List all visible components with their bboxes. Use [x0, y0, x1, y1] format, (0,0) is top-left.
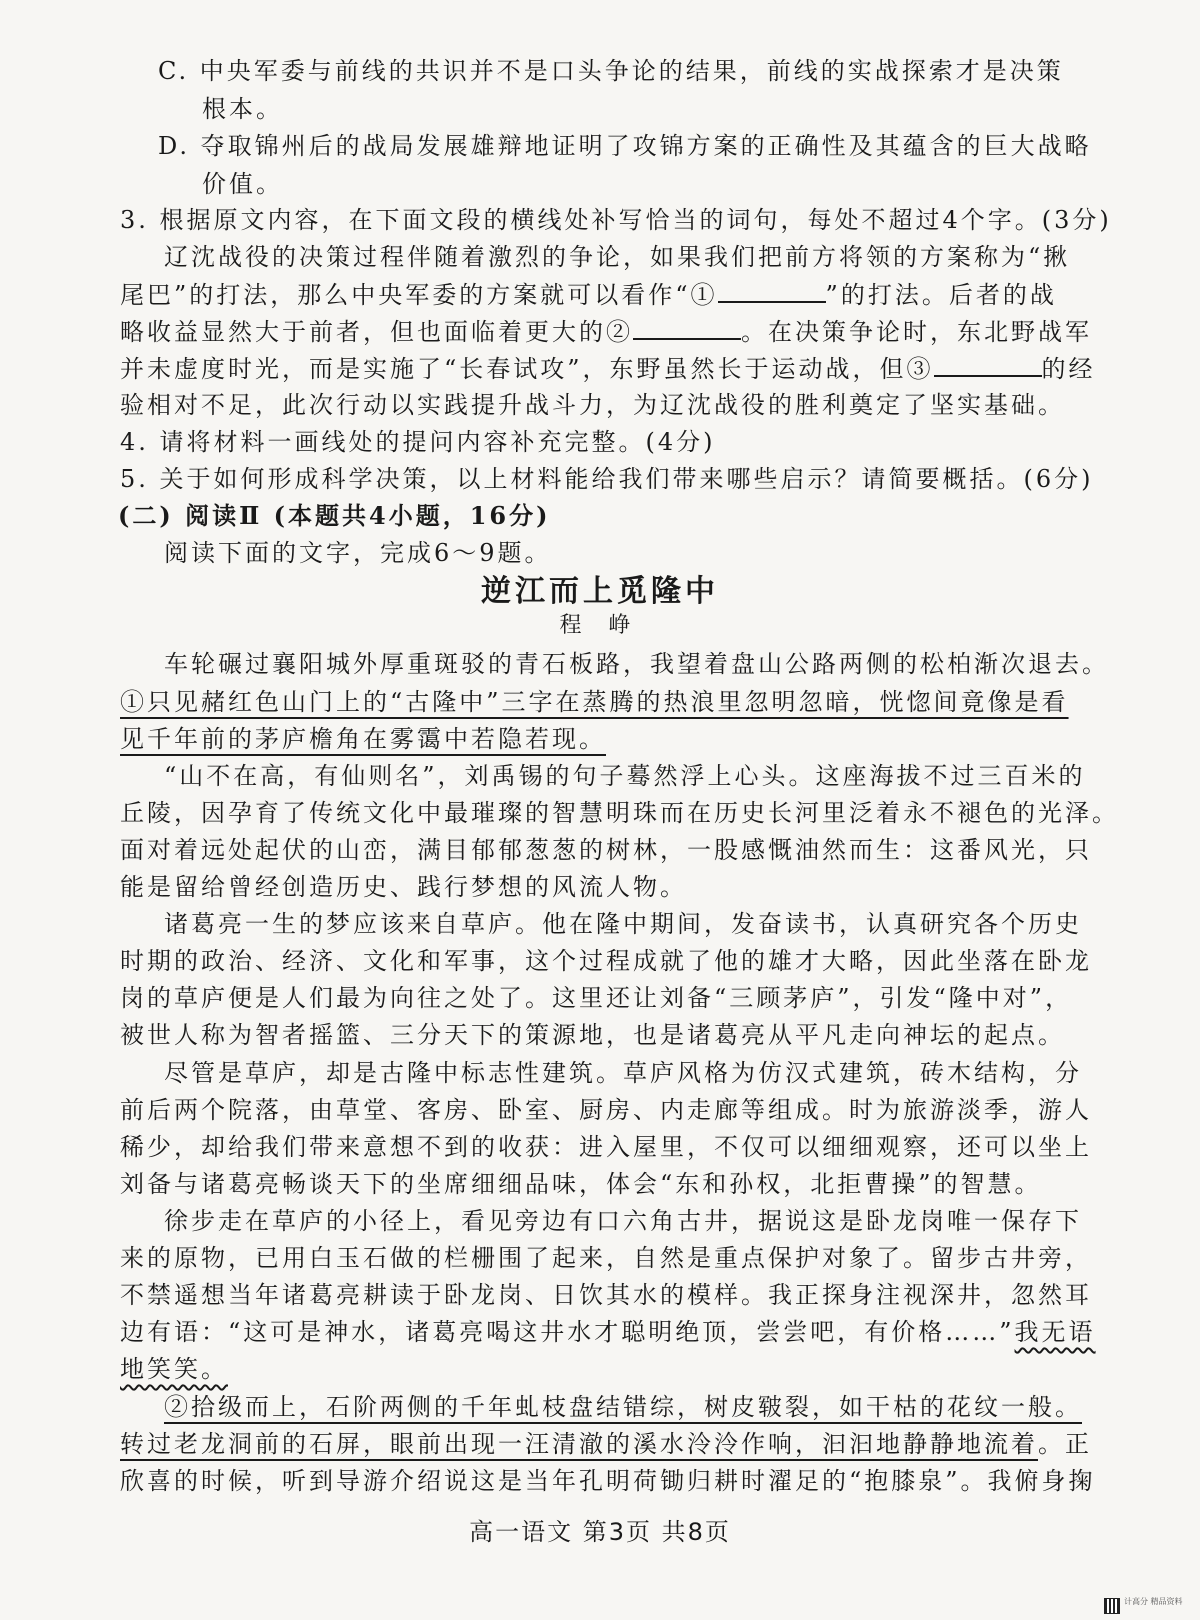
- question-3-passage-line-1: 辽沈战役的决策过程伴随着激烈的争论，如果我们把前方将领的方案称为“揪: [164, 243, 1071, 271]
- question-4: 4. 请将材料一画线处的提问内容补充完整。(4分): [120, 428, 716, 456]
- page-footer: 高一语文 第3页 共8页: [469, 1518, 731, 1546]
- article-para-3-line-4: 被世人称为智者摇篮、三分天下的策源地，也是诸葛亮从平凡走向神坛的起点。: [120, 1021, 1065, 1049]
- article-para-1-underlined-line-2: ①只见赭红色山门上的“古隆中”三字在蒸腾的热浪里忽明忽暗，恍惚间竟像是看: [120, 688, 1069, 716]
- question-3-passage-line-4: [120, 349, 1096, 388]
- qr-code-icon: [1104, 1598, 1120, 1614]
- article-para-2-line-3: 面对着远处起伏的山峦，满目郁郁葱葱的树林，一股感慨油然而生：这番风光，只: [120, 836, 1092, 864]
- q3-text: 的经: [1041, 355, 1096, 383]
- answer-blank-1[interactable]: [718, 275, 826, 303]
- article-para-2-line-2: 丘陵，因孕育了传统文化中最璀璨的智慧明珠而在历史长河里泛着永不褪色的光泽。: [120, 799, 1119, 827]
- article-para-1-line-1: 车轮碾过襄阳城外厚重斑驳的青石板路，我望着盘山公路两侧的松柏渐次退去。: [164, 650, 1109, 678]
- article-para-4-line-1: 尽管是草庐，却是古隆中标志性建筑。草庐风格为仿汉式建筑，砖木结构，分: [164, 1059, 1082, 1087]
- article-para-2-line-4: 能是留给曾经创造历史、践行梦想的风流人物。: [120, 873, 687, 901]
- article-para-5-line-1: 徐步走在草庐的小径上，看见旁边有口六角古井，据说这是卧龙岗唯一保存下: [164, 1207, 1082, 1235]
- q3-text: 并未虚度时光，而是实施了“长春试攻”，东野虽然长于运动战，但③: [120, 355, 934, 383]
- option-c-line-1: C. 中央军委与前线的共识并不是口头争论的结果，前线的实战探索才是决策: [158, 57, 1064, 85]
- section-2-instruction: 阅读下面的文字，完成6～9题。: [164, 539, 552, 567]
- wavy-underlined-phrase: 我无语: [1014, 1318, 1096, 1346]
- question-3-stem: 3. 根据原文内容，在下面文段的横线处补写恰当的词句，每处不超过4个字。(3分): [120, 206, 1112, 234]
- para-6-underlined-text: 转过老龙洞前的石屏，眼前出现一汪清澈的溪水泠泠作响，汩汩地静静地流着: [120, 1430, 1038, 1458]
- answer-blank-2[interactable]: [633, 312, 741, 340]
- article-para-6-line-3: 欣喜的时候，听到导游介绍说这是当年孔明荷锄归耕时濯足的“抱膝泉”。我俯身掬: [120, 1467, 1096, 1495]
- article-title: 逆江而上觅隆中: [481, 574, 719, 609]
- article-para-5-wavy-line-5: 地笑笑。: [120, 1355, 228, 1383]
- article-para-4-line-3: 稀少，却给我们带来意想不到的收获：进入屋里，不仅可以细细观察，还可以坐上: [120, 1133, 1092, 1161]
- article-para-2-line-1: “山不在高，有仙则名”，刘禹锡的句子蓦然浮上心头。这座海拔不过三百米的: [164, 762, 1086, 790]
- article-author: 程 峥: [559, 613, 641, 638]
- q3-text: 。在决策争论时，东北野战军: [741, 318, 1092, 346]
- question-3-passage-line-5: 验相对不足，此次行动以实践提升战斗力，为辽沈战役的胜利奠定了坚实基础。: [120, 391, 1065, 419]
- q3-text: 略收益显然大于前者，但也面临着更大的②: [120, 318, 633, 346]
- article-para-5-line-3: 不禁遥想当年诸葛亮耕读于卧龙岗、日饮其水的模样。我正探身注视深井，忽然耳: [120, 1281, 1092, 1309]
- para-6-text: 。正: [1038, 1430, 1092, 1458]
- section-2-heading: (二) 阅读Ⅱ (本题共4小题，16分): [118, 501, 551, 530]
- article-para-5-line-2: 来的原物，已用白玉石做的栏栅围了起来，自然是重点保护对象了。留步古井旁，: [120, 1244, 1092, 1272]
- option-c-line-2: 根本。: [202, 95, 283, 123]
- article-para-3-line-2: 时期的政治、经济、文化和军事，这个过程成就了他的雄才大略，因此坐落在卧龙: [120, 947, 1092, 975]
- article-para-3-line-1: 诸葛亮一生的梦应该来自草庐。他在隆中期间，发奋读书，认真研究各个历史: [164, 910, 1082, 938]
- option-d-line-1: D. 夺取锦州后的战局发展雄辩地证明了攻锦方案的正确性及其蕴含的巨大战略: [158, 132, 1092, 160]
- article-para-3-line-3: 岗的草庐便是人们最为向往之处了。这里还让刘备“三顾茅庐”，引发“隆中对”，: [120, 984, 1073, 1012]
- option-d-line-2: 价值。: [202, 170, 283, 198]
- article-para-1-underlined-line-3: 见千年前的茅庐檐角在雾霭中若隐若现。: [120, 725, 606, 753]
- q3-text: ”的打法。后者的战: [825, 281, 1057, 309]
- question-5: 5. 关于如何形成科学决策，以上材料能给我们带来哪些启示？请简要概括。(6分): [120, 465, 1094, 493]
- article-para-6-line-2: [120, 1425, 1092, 1463]
- q3-text: 尾巴”的打法，那么中央军委的方案就可以看作“①: [120, 281, 718, 309]
- watermark-text: 计高分 精品资料: [1124, 1597, 1183, 1606]
- article-para-6-underlined-line-1: ②拾级而上，石阶两侧的千年虬枝盘结错综，树皮皲裂，如干枯的花纹一般。: [164, 1393, 1082, 1421]
- article-para-5-line-4: [120, 1313, 1096, 1351]
- answer-blank-3[interactable]: [934, 349, 1042, 377]
- article-para-4-line-4: 刘备与诸葛亮畅谈天下的坐席细细品味，体会“东和孙权，北拒曹操”的智慧。: [120, 1170, 1042, 1198]
- para-5-text: 边有语：“这可是神水，诸葛亮喝这井水才聪明绝顶，尝尝吧，有价格……”: [120, 1318, 1015, 1346]
- question-3-passage-line-2: [120, 275, 1057, 314]
- article-para-4-line-2: 前后两个院落，由草堂、客房、卧室、厨房、内走廊等组成。时为旅游淡季，游人: [120, 1096, 1092, 1124]
- question-3-passage-line-3: [120, 312, 1092, 351]
